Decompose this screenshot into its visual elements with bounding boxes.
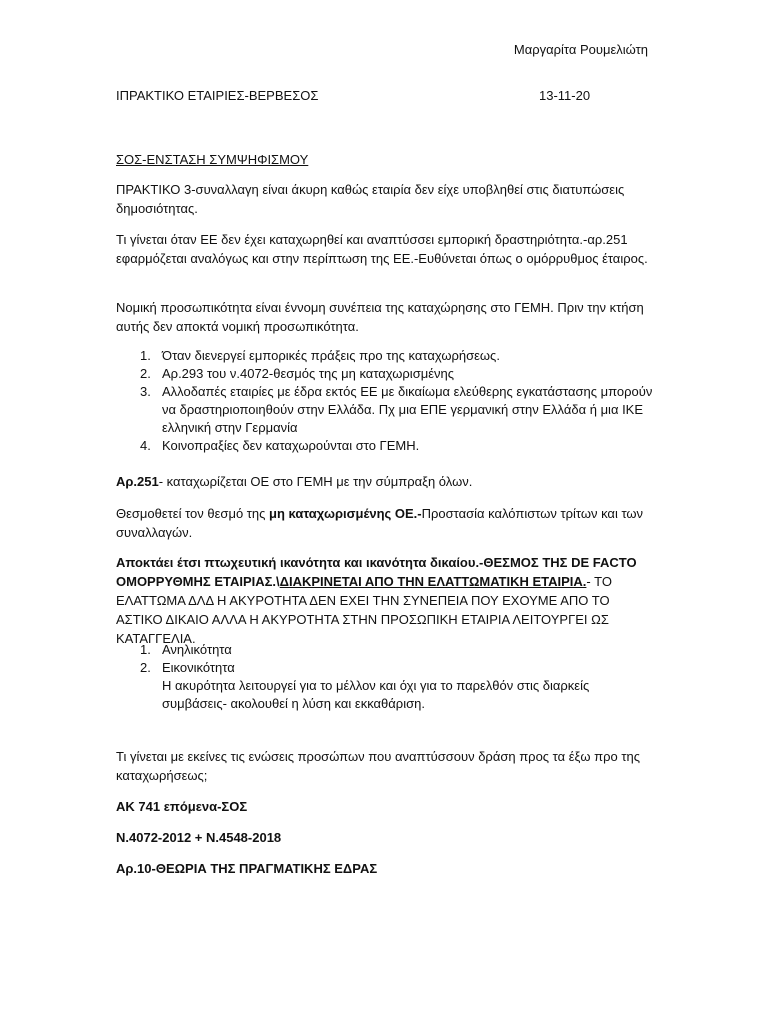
document-date: 13-11-20 [539,88,591,103]
list-item-text: Ανηλικότητα [162,642,232,657]
list-item-text: Όταν διενεργεί εμπορικές πράξεις προ της καταχωρήσεως. [162,348,500,363]
list-item [116,641,656,659]
paragraph-6 [116,553,656,648]
paragraph-4 [116,472,656,491]
list-item-text: Αρ.293 του ν.4072-θεσμός της μη καταχωρισμένης [162,366,454,381]
paragraph-5-bold: μη καταχωρισμένης ΟΕ.- [269,506,422,521]
list-number: 2. [140,660,151,675]
list-number: 2. [140,366,151,381]
paragraph-5-text-b: Προστασία καλόπιστων τρίτων και των συναλλαγών. [116,506,644,540]
section-heading: ΣΟΣ-ΕΝΣΤΑΣΗ ΣΥΜΨΗΦΙΣΜΟΥ [116,152,309,167]
paragraph-2: Τι γίνεται όταν ΕΕ δεν έχει καταχωρηθεί και αναπτύσσει εμπορική δραστηριότητα.-αρ.251 εφαρμόζεται αναλόγως και στην περίπτωση της ΕΕ.-Ευθύνεται όπως ο ομόρρυθμος έταιρος. [116,232,648,266]
author-name: Μαργαρίτα Ρουμελιώτη [513,42,648,57]
list-item-text: Αλλοδαπές εταιρίες με έδρα εκτός ΕΕ με δικαίωμα ελεύθερης εγκατάστασης μπορούν να δραστηριοποιηθούν στην Ελλάδα. Πχ μια ΕΠΕ γερμανική στην Ελλάδα ή μια ΙΚΕ ελληνική στην Γερμανία [162,384,653,435]
list-number: 1. [140,642,151,657]
paragraph-9: Ν.4072-2012 + Ν.4548-2018 [116,830,282,845]
paragraph-3: Νομική προσωπικότητα είναι έννομη συνέπεια της καταχώρησης στο ΓΕΜΗ. Πριν την κτήση αυτής δεν αποκτά νομική προσωπικότητα. [116,300,644,334]
list-item [116,383,656,437]
article-ref: Αρ.251 [116,474,159,489]
list-number: 1. [140,348,151,363]
paragraph-7: Τι γίνεται με εκείνες τις ενώσεις προσώπων που αναπτύσσουν δράση προς τα έξω προ της καταχωρήσεως; [116,749,640,783]
paragraph-6-text: - ΤΟ ΕΛΑΤΤΩΜΑ ΔΛΔ Η ΑΚΥΡΟΤΗΤΑ ΔΕΝ ΕΧΕΙ ΤΗΝ ΣΥΝΕΠΕΙΑ ΠΟΥ ΕΧΟΥΜΕ ΑΠΟ ΤΟ ΑΣΤΙΚΟ ΔΙΚΑΙΟ ΑΛΛΑ Η ΑΚΥΡΟΤΗΤΑ ΣΤΗΝ ΠΡΟΣΩΠΙΚΗ ΕΤΑΙΡΙΑ ΛΕΙΤΟΥΡΓΕΙ ΩΣ ΚΑΤΑΓΓΕΛΙΑ. [116,574,612,646]
list-item-text: Εικονικότητα [162,660,235,675]
list-item [116,347,656,365]
list-item-text: Κοινοπραξίες δεν καταχωρούνται στο ΓΕΜΗ. [162,438,420,453]
paragraph-8: ΑΚ 741 επόμενα-ΣΟΣ [116,799,248,814]
paragraph-10: Αρ.10-ΘΕΩΡΙΑ ΤΗΣ ΠΡΑΓΜΑΤΙΚΗΣ ΕΔΡΑΣ [116,861,378,876]
paragraph-4-text: - καταχωρίζεται ΟΕ στο ΓΕΜΗ με την σύμπραξη όλων. [158,474,473,489]
paragraph-5 [116,504,656,542]
paragraph-6-bold-underlined: ΔΙΑΚΡΙΝΕΤΑΙ ΑΠΟ ΤΗΝ ΕΛΑΤΤΩΜΑΤΙΚΗ ΕΤΑΙΡΙΑ. [279,574,587,589]
list-number: 4. [140,438,151,453]
list-number: 3. [140,384,151,399]
list-item [116,437,656,455]
document-title: ΙΠΡΑΚΤΙΚΟ ΕΤΑΙΡΙΕΣ-ΒΕΡΒΕΣΟΣ [116,88,319,103]
paragraph-5-text-a: Θεσμοθετεί τον θεσμό της [116,506,270,521]
list-cases [116,347,656,455]
paragraph-6-bold: Αποκτάει έτσι πτωχευτική ικανότητα και ικανότητα δικαίου.-ΘΕΣΜΟΣ ΤΗΣ DE FACTO ΟΜΟΡΡΥΘΜΗΣ ΕΤΑΙΡΙΑΣ.\ [116,555,637,589]
paragraph-1: ΠΡΑΚΤΙΚΟ 3-συναλλαγη είναι άκυρη καθώς εταιρία δεν είχε υποβληθεί στις διατυπώσεις δημοσιότητας. [116,182,625,216]
list-item [116,659,656,713]
list-note: Η ακυρότητα λειτουργεί για το μέλλον και όχι για το παρελθόν στις διαρκείς συμβάσεις- ακολουθεί η λύση και εκκαθάριση. [162,678,590,711]
list-invalidity [116,641,656,713]
list-item [116,365,656,383]
